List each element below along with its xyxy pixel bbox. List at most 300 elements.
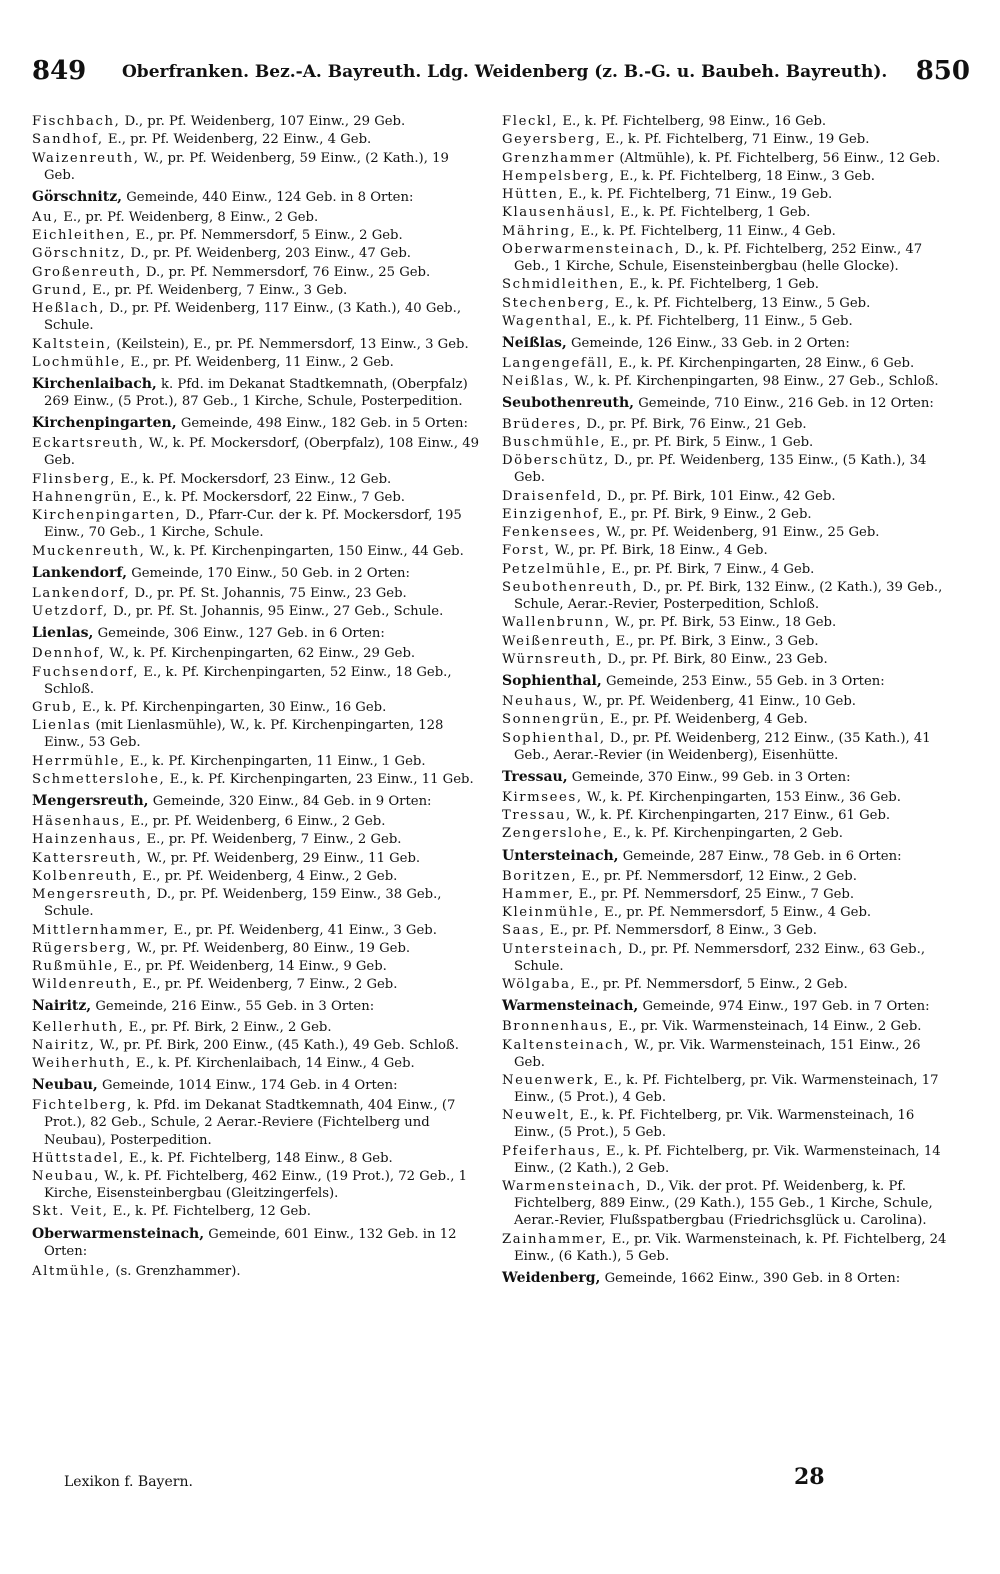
place-name: Untersteinach, xyxy=(502,847,619,864)
place-details: E., pr. Pf. Birk, 9 Einw., 2 Geb. xyxy=(608,506,812,522)
place-entry xyxy=(32,543,484,560)
place-details: Gemeinde, 370 Einw., 99 Geb. in 3 Orten: xyxy=(571,769,851,785)
place-name: Lochmühle, xyxy=(32,354,127,370)
place-name: Seubothenreuth, xyxy=(502,395,635,412)
place-name: Dennhof, xyxy=(32,646,106,662)
place-name: Buschmühle, xyxy=(502,434,607,450)
place-details: Gemeinde, 170 Einw., 50 Geb. in 2 Orten: xyxy=(131,565,410,581)
place-details: E., pr. Pf. Weidenberg, 11 Einw., 2 Geb. xyxy=(130,354,394,370)
place-details: E., k. Pf. Fichtelberg, 13 Einw., 5 Geb. xyxy=(614,295,871,311)
place-entry xyxy=(502,168,952,185)
place-details: D., pr. Pf. Weidenberg, 159 Einw., 38 Geb., Schule. xyxy=(44,887,442,920)
place-entry xyxy=(502,1018,952,1035)
place-details: k. Pfd. im Dekanat Stadtkemnath, 404 Einw., (7 Prot.), 82 Geb., Schule, 2 Aerar.-Reviere (Fichtelberg und Neubau), Posterpedition. xyxy=(44,1098,456,1148)
place-entry xyxy=(32,1263,484,1280)
place-details: D., pr. Pf. Birk, 76 Einw., 21 Geb. xyxy=(586,416,807,432)
municipality-heading xyxy=(32,1226,484,1260)
place-entry xyxy=(32,1168,484,1202)
municipality-heading xyxy=(502,998,952,1015)
place-details: E., pr. Pf. Weidenberg, 41 Einw., 3 Geb. xyxy=(173,922,437,938)
place-name: Oberwarmensteinach, xyxy=(32,1225,205,1242)
place-entry xyxy=(32,245,484,262)
place-entry xyxy=(502,204,952,221)
place-details: Gemeinde, 320 Einw., 84 Geb. in 9 Orten: xyxy=(152,793,432,809)
place-entry xyxy=(502,886,952,903)
place-entry xyxy=(32,1150,484,1167)
municipality-heading xyxy=(32,415,484,432)
place-details: D., pr. Pf. Weidenberg, 135 Einw., (5 Kath.), 34 Geb. xyxy=(514,453,927,486)
place-entry xyxy=(32,603,484,620)
place-details: E., k. Pf. Kirchenlaibach, 14 Einw., 4 Geb. xyxy=(135,1056,415,1072)
place-name: Grund, xyxy=(32,282,89,298)
place-details: E., pr. Pf. Weidenberg, 7 Einw., 2 Geb. xyxy=(142,977,398,993)
place-entry xyxy=(502,1072,952,1106)
place-details: D., pr. Pf. Nemmersdorf, 232 Einw., 63 Geb., Schule. xyxy=(514,941,926,974)
place-name: Untersteinach, xyxy=(502,941,624,957)
place-details: E., k. Pf. Fichtelberg, 11 Einw., 4 Geb. xyxy=(580,223,836,239)
place-entry xyxy=(32,585,484,602)
place-name: Tressau, xyxy=(502,808,572,824)
place-name: Warmensteinach, xyxy=(502,998,639,1015)
place-entry xyxy=(502,113,952,130)
place-name: Fuchsendorf, xyxy=(32,664,140,680)
place-name: Würnsreuth, xyxy=(502,651,604,667)
place-details: E., k. Pf. Fichtelberg, 98 Einw., 16 Geb. xyxy=(562,114,827,129)
place-entry xyxy=(32,831,484,848)
place-name: Oberwarmensteinach, xyxy=(502,241,681,257)
place-name: Nairitz, xyxy=(32,998,92,1015)
place-entry xyxy=(502,295,952,312)
place-name: Eckartsreuth, xyxy=(32,436,145,452)
place-name: Mittlernhammer, xyxy=(32,922,170,938)
place-details: k. Pfd. im Dekanat Stadtkemnath, (Oberpfalz) 269 Einw., (5 Prot.), 87 Geb., 1 Kirche, Schule, Posterpedition. xyxy=(44,377,468,410)
place-entry xyxy=(32,850,484,867)
place-name: Wölgaba, xyxy=(502,977,577,993)
place-name: Brüderes, xyxy=(502,416,583,432)
place-entry xyxy=(32,664,484,698)
place-name: Hammer, xyxy=(502,886,575,902)
place-entry xyxy=(502,355,952,372)
place-name: Lankendorf, xyxy=(32,585,131,601)
place-name: Hahnengrün, xyxy=(32,489,139,505)
place-details: E., k. Pf. Kirchenpingarten, 52 Einw., 18 Geb., Schloß. xyxy=(44,664,452,697)
place-name: Mengersreuth, xyxy=(32,887,153,903)
place-details: D., pr. Pf. Birk, 101 Einw., 42 Geb. xyxy=(606,488,836,504)
place-details: E., pr. Vik. Warmensteinach, k. Pf. Fichtelberg, 24 Einw., (6 Kath.), 5 Geb. xyxy=(514,1231,947,1264)
place-entry xyxy=(502,579,952,613)
place-entry xyxy=(32,300,484,334)
place-entry xyxy=(502,506,952,523)
place-name: Rußmühle, xyxy=(32,959,120,975)
place-name: Sophienthal, xyxy=(502,730,606,746)
place-name: Neuenwerk, xyxy=(502,1072,600,1088)
place-name: Kattersreuth, xyxy=(32,850,143,866)
place-entry xyxy=(502,651,952,668)
place-details: (Keilstein), E., pr. Pf. Nemmersdorf, 13 Einw., 3 Geb. xyxy=(116,336,469,352)
place-details: Gemeinde, 710 Einw., 216 Geb. in 12 Orten: xyxy=(638,396,934,412)
place-entry xyxy=(502,633,952,650)
place-name: Mähring, xyxy=(502,223,577,239)
place-name: Zengerslohe, xyxy=(502,826,609,842)
place-details: W., k. Pf. Kirchenpingarten, 62 Einw., 29 Geb. xyxy=(109,646,416,662)
place-name: Herrmühle, xyxy=(32,753,126,769)
municipality-heading xyxy=(32,376,484,410)
place-entry xyxy=(32,771,484,788)
place-details: E., k. Pf. Kirchenpingarten, 2 Geb. xyxy=(612,826,843,842)
place-details: E., k. Pf. Fichtelberg, 11 Einw., 5 Geb. xyxy=(597,313,853,329)
place-name: Görschnitz, xyxy=(32,188,123,205)
place-details: W., k. Pf. Kirchenpingarten, 150 Einw., 44 Geb. xyxy=(149,543,464,559)
place-name: Skt. Veit, xyxy=(32,1204,109,1220)
place-entry xyxy=(502,730,952,764)
footer-sheet-number: 28 xyxy=(794,1464,825,1490)
place-details: E., k. Pf. Kirchenpingarten, 28 Einw., 6 Geb. xyxy=(618,356,915,372)
place-details: Gemeinde, 498 Einw., 182 Geb. in 5 Orten: xyxy=(180,416,468,432)
right-column xyxy=(502,113,952,1290)
place-details: E., k. Pf. Fichtelberg, 71 Einw., 19 Geb. xyxy=(568,187,833,203)
place-entry xyxy=(502,693,952,710)
place-name: Kirchenlaibach, xyxy=(32,376,157,392)
place-entry xyxy=(32,264,484,281)
place-details: Gemeinde, 974 Einw., 197 Geb. in 7 Orten: xyxy=(642,999,930,1015)
place-details: D., pr. Pf. St. Johannis, 75 Einw., 23 Geb. xyxy=(134,585,407,601)
place-name: Stechenberg, xyxy=(502,295,611,311)
place-details: E., pr. Pf. Birk, 2 Einw., 2 Geb. xyxy=(128,1019,332,1035)
place-name: Boritzen, xyxy=(502,868,578,884)
place-name: Mengersreuth, xyxy=(32,792,149,809)
place-details: E., k. Pf. Mockersdorf, 23 Einw., 12 Geb. xyxy=(120,471,392,487)
place-details: E., k. Pf. Fichtelberg, pr. Vik. Warmensteinach, 16 Einw., (5 Prot.), 5 Geb. xyxy=(514,1108,915,1141)
place-details: Gemeinde, 440 Einw., 124 Geb. in 8 Orten: xyxy=(126,189,414,205)
place-entry xyxy=(32,868,484,885)
place-details: W., pr. Pf. Weidenberg, 59 Einw., (2 Kath.), 19 Geb. xyxy=(44,150,449,183)
place-entry xyxy=(502,904,952,921)
place-entry xyxy=(32,886,484,920)
place-details: W., pr. Pf. Birk, 18 Einw., 4 Geb. xyxy=(554,543,768,559)
place-entry xyxy=(32,209,484,226)
footer-signature: Lexikon f. Bayern. xyxy=(64,1474,193,1490)
place-name: Neubau, xyxy=(32,1169,101,1185)
place-name: Großenreuth, xyxy=(32,264,142,280)
place-name: Nairitz, xyxy=(32,1037,96,1053)
place-details: Gemeinde, 253 Einw., 55 Geb. in 3 Orten: xyxy=(605,673,885,689)
place-entry xyxy=(502,1178,952,1229)
place-entry xyxy=(32,131,484,148)
place-name: Kirmsees, xyxy=(502,789,583,805)
place-entry xyxy=(32,958,484,975)
place-name: Muckenreuth, xyxy=(32,543,146,559)
place-name: Warmensteinach, xyxy=(502,1179,642,1195)
running-title: Oberfranken. Bez.-A. Bayreuth. Ldg. Weidenberg (z. B.-G. u. Baubeh. Bayreuth). xyxy=(122,62,888,82)
place-name: Eichleithen, xyxy=(32,228,132,244)
place-name: Kirchenpingarten, xyxy=(32,415,177,432)
place-name: Schmetterslohe, xyxy=(32,771,166,787)
place-details: E., k. Pf. Kirchenpingarten, 30 Einw., 16 Geb. xyxy=(82,699,387,715)
place-details: E., k. Pf. Fichtelberg, pr. Vik. Warmensteinach, 17 Einw., (5 Prot.), 4 Geb. xyxy=(514,1072,939,1106)
place-name: Weißenreuth, xyxy=(502,633,612,649)
place-name: Grenzhammer xyxy=(502,150,616,166)
place-name: Kirchenpingarten, xyxy=(32,508,182,524)
place-name: Kolbenreuth, xyxy=(32,868,139,884)
place-entry xyxy=(32,645,484,662)
place-details: D., pr. Pf. Weidenberg, 203 Einw., 47 Geb. xyxy=(130,246,411,262)
place-details: (s. Grenzhammer). xyxy=(115,1263,241,1279)
municipality-heading xyxy=(502,335,952,352)
municipality-heading xyxy=(502,395,952,412)
place-name: Sophienthal, xyxy=(502,672,602,689)
place-details: W., k. Pf. Kirchenpingarten, 153 Einw., 36 Geb. xyxy=(586,789,901,805)
place-entry xyxy=(32,699,484,716)
place-entry xyxy=(502,131,952,148)
place-name: Neuwelt, xyxy=(502,1108,576,1124)
place-name: Bronnenhaus, xyxy=(502,1019,615,1035)
place-entry xyxy=(502,561,952,578)
place-details: E., pr. Pf. Weidenberg, 14 Einw., 9 Geb. xyxy=(123,959,387,975)
place-details: Gemeinde, 1014 Einw., 174 Geb. in 4 Orten: xyxy=(102,1078,398,1094)
place-name: Saas, xyxy=(502,923,546,939)
place-details: E., k. Pf. Fichtelberg, 148 Einw., 8 Geb. xyxy=(128,1150,393,1166)
place-details: (Altmühle), k. Pf. Fichtelberg, 56 Einw., 12 Geb. xyxy=(619,150,941,166)
place-name: Einzigenhof, xyxy=(502,506,605,522)
place-entry xyxy=(32,227,484,244)
place-entry xyxy=(32,922,484,939)
place-entry xyxy=(32,940,484,957)
place-name: Fleckl, xyxy=(502,114,559,129)
place-entry xyxy=(502,1037,952,1071)
place-name: Seubothenreuth, xyxy=(502,579,639,595)
place-entry xyxy=(32,282,484,299)
place-entry xyxy=(502,542,952,559)
place-name: Fichtelberg, xyxy=(32,1098,133,1114)
place-details: D., pr. Pf. Nemmersdorf, 76 Einw., 25 Geb. xyxy=(145,264,431,280)
place-details: E., k. Pf. Kirchenpingarten, 11 Einw., 1 Geb. xyxy=(129,753,426,769)
place-name: Tressau, xyxy=(502,768,568,785)
place-name: Weiherhuth, xyxy=(32,1056,132,1072)
place-entry xyxy=(502,1231,952,1265)
place-entry xyxy=(32,435,484,469)
place-details: Gemeinde, 1662 Einw., 390 Geb. in 8 Orten: xyxy=(604,1270,901,1286)
place-details: E., pr. Pf. Birk, 7 Einw., 4 Geb. xyxy=(611,561,815,577)
place-entry xyxy=(32,1019,484,1036)
place-details: E., k. Pf. Fichtelberg, 1 Geb. xyxy=(629,277,819,293)
place-name: Fischbach, xyxy=(32,114,121,129)
place-name: Lienlas xyxy=(32,718,92,734)
place-name: Au, xyxy=(32,209,60,225)
place-name: Waizenreuth, xyxy=(32,150,140,166)
place-entry xyxy=(32,753,484,770)
place-entry xyxy=(502,241,952,275)
place-entry xyxy=(32,813,484,830)
place-details: E., k. Pf. Fichtelberg, 18 Einw., 3 Geb. xyxy=(619,168,875,184)
place-name: Lankendorf, xyxy=(32,564,127,581)
place-details: E., pr. Pf. Weidenberg, 4 Einw., 2 Geb. xyxy=(142,868,398,884)
place-name: Rügersberg, xyxy=(32,940,133,956)
place-entry xyxy=(502,868,952,885)
place-details: E., k. Pf. Fichtelberg, 71 Einw., 19 Geb. xyxy=(605,132,870,148)
place-details: D., pr. Pf. Weidenberg, 117 Einw., (3 Kath.), 40 Geb., Schule. xyxy=(44,301,462,334)
place-entry xyxy=(502,488,952,505)
place-entry xyxy=(502,373,952,390)
place-details: E., pr. Pf. Weidenberg, 7 Einw., 2 Geb. xyxy=(146,832,402,848)
place-details: E., k. Pf. Fichtelberg, 1 Geb. xyxy=(620,205,811,221)
place-details: E., pr. Vik. Warmensteinach, 14 Einw., 2 Geb. xyxy=(618,1019,922,1035)
place-entry xyxy=(32,507,484,541)
place-entry xyxy=(502,452,952,486)
municipality-heading xyxy=(32,189,484,206)
place-entry xyxy=(502,941,952,975)
municipality-heading xyxy=(32,1077,484,1094)
place-details: E., k. Pf. Mockersdorf, 22 Einw., 7 Geb. xyxy=(142,489,405,505)
place-details: E., pr. Pf. Nemmersdorf, 25 Einw., 7 Geb. xyxy=(578,886,855,902)
place-name: Lienlas, xyxy=(32,625,94,642)
page-header xyxy=(32,56,970,96)
place-entry xyxy=(32,336,484,353)
place-entry xyxy=(502,825,952,842)
place-details: W., pr. Pf. Weidenberg, 80 Einw., 19 Geb. xyxy=(136,940,411,956)
place-name: Neißlas, xyxy=(502,335,567,351)
municipality-heading xyxy=(502,848,952,865)
place-entry xyxy=(502,223,952,240)
place-entry xyxy=(502,614,952,631)
place-details: E., pr. Pf. Birk, 3 Einw., 3 Geb. xyxy=(615,633,819,649)
place-entry xyxy=(32,150,484,184)
place-name: Langengefäll, xyxy=(502,356,615,372)
place-name: Zainhammer, xyxy=(502,1231,608,1247)
place-name: Neuhaus, xyxy=(502,694,579,710)
place-details: E., k. Pf. Kirchenpingarten, 23 Einw., 11 Geb. xyxy=(169,771,474,787)
place-details: (mit Lienlasmühle), W., k. Pf. Kirchenpingarten, 128 Einw., 53 Geb. xyxy=(44,718,444,751)
place-details: E., pr. Pf. Weidenberg, 6 Einw., 2 Geb. xyxy=(130,814,386,830)
place-name: Hempelsberg, xyxy=(502,168,616,184)
place-name: Kaltstein, xyxy=(32,336,113,352)
place-details: E., pr. Pf. Weidenberg, 7 Einw., 3 Geb. xyxy=(92,282,348,298)
page-number-right: 850 xyxy=(915,56,970,86)
place-entry xyxy=(32,1203,484,1220)
place-entry xyxy=(502,150,952,167)
municipality-heading xyxy=(502,1270,952,1287)
page-number-left: 849 xyxy=(32,56,87,86)
place-name: Wildenreuth, xyxy=(32,977,139,993)
place-details: W., k. Pf. Fichtelberg, 462 Einw., (19 Prot.), 72 Geb., 1 Kirche, Eisensteinbergbau (Gleitzingerfels). xyxy=(44,1169,468,1202)
place-name: Grub, xyxy=(32,699,78,715)
place-entry xyxy=(32,1097,484,1148)
municipality-heading xyxy=(32,793,484,810)
place-details: W., pr. Pf. Birk, 53 Einw., 18 Geb. xyxy=(614,615,837,631)
place-entry xyxy=(32,489,484,506)
place-entry xyxy=(32,717,484,751)
place-name: Wallenbrunn, xyxy=(502,615,611,631)
place-name: Sonnengrün, xyxy=(502,712,606,728)
place-details: Gemeinde, 306 Einw., 127 Geb. in 6 Orten: xyxy=(97,626,385,642)
place-name: Forst, xyxy=(502,543,551,559)
place-details: E., pr. Pf. Birk, 5 Einw., 1 Geb. xyxy=(610,434,814,450)
place-name: Petzelmühle, xyxy=(502,561,608,577)
place-details: D., pr. Pf. Birk, 80 Einw., 23 Geb. xyxy=(607,651,828,667)
place-name: Hainzenhaus, xyxy=(32,832,143,848)
place-name: Flinsberg, xyxy=(32,471,117,487)
place-details: W., k. Pf. Kirchenpingarten, 217 Einw., 61 Geb. xyxy=(576,808,891,824)
place-details: W., pr. Pf. Weidenberg, 91 Einw., 25 Geb. xyxy=(606,525,880,541)
place-name: Kleinmühle, xyxy=(502,905,600,921)
place-entry xyxy=(502,434,952,451)
place-name: Klausenhäusl, xyxy=(502,205,617,221)
place-name: Wagenthal, xyxy=(502,313,594,329)
municipality-heading xyxy=(32,565,484,582)
place-details: D., Pfarr-Cur. der k. Pf. Mockersdorf, 195 Einw., 70 Geb., 1 Kirche, Schule. xyxy=(44,508,462,541)
place-entry xyxy=(502,976,952,993)
place-entry xyxy=(502,416,952,433)
place-name: Draisenfeld, xyxy=(502,488,603,504)
place-details: E., pr. Pf. Nemmersdorf, 5 Einw., 2 Geb. xyxy=(580,977,848,993)
place-details: Gemeinde, 216 Einw., 55 Geb. in 3 Orten: xyxy=(95,999,375,1015)
municipality-heading xyxy=(502,673,952,690)
place-details: D., pr. Pf. Birk, 132 Einw., (2 Kath.), 39 Geb., Schule, Aerar.-Revier, Posterpedition, Schloß. xyxy=(514,579,943,612)
place-details: E., pr. Pf. Nemmersdorf, 5 Einw., 4 Geb. xyxy=(604,905,872,921)
place-details: W., k. Pf. Kirchenpingarten, 98 Einw., 27 Geb., Schloß. xyxy=(574,374,939,390)
place-name: Kellerhuth, xyxy=(32,1019,125,1035)
place-entry xyxy=(32,1037,484,1054)
place-details: D., pr. Pf. Weidenberg, 212 Einw., (35 Kath.), 41 Geb., Aerar.-Revier (in Weidenberg), Eisenhütte. xyxy=(514,730,931,763)
place-details: D., k. Pf. Fichtelberg, 252 Einw., 47 Geb., 1 Kirche, Schule, Eisensteinbergbau (helle Glocke). xyxy=(514,241,923,275)
place-entry xyxy=(32,976,484,993)
place-name: Hütten, xyxy=(502,187,565,203)
place-name: Neißlas, xyxy=(502,374,571,390)
place-details: E., pr. Pf. Weidenberg, 4 Geb. xyxy=(610,712,808,728)
municipality-heading xyxy=(502,769,952,786)
place-details: W., pr. Pf. Weidenberg, 41 Einw., 10 Geb. xyxy=(582,694,856,710)
left-column xyxy=(32,113,484,1281)
place-name: Schmidleithen, xyxy=(502,277,625,293)
place-details: E., pr. Pf. Weidenberg, 22 Einw., 4 Geb. xyxy=(107,132,372,148)
place-entry xyxy=(502,807,952,824)
place-entry xyxy=(32,354,484,371)
place-name: Döberschütz, xyxy=(502,453,610,469)
place-entry xyxy=(502,524,952,541)
municipality-heading xyxy=(32,998,484,1015)
place-name: Görschnitz, xyxy=(32,246,127,262)
place-entry xyxy=(32,1055,484,1072)
place-name: Sandhof, xyxy=(32,132,104,148)
place-details: D., Vik. der prot. Pf. Weidenberg, k. Pf. Fichtelberg, 889 Einw., (29 Kath.), 155 Geb., 1 Kirche, Schule, Aerar.-Revier, Flußspatbergbau (Friedrichsglück u. Carolina). xyxy=(514,1179,933,1229)
place-name: Fenkensees, xyxy=(502,525,602,541)
municipality-heading xyxy=(32,625,484,642)
place-name: Weidenberg, xyxy=(502,1269,601,1286)
place-entry xyxy=(32,471,484,488)
place-details: D., pr. Pf. Weidenberg, 107 Einw., 29 Geb. xyxy=(124,114,406,129)
place-entry xyxy=(502,789,952,806)
place-entry xyxy=(502,711,952,728)
place-name: Häsenhaus, xyxy=(32,814,127,830)
place-details: E., pr. Pf. Nemmersdorf, 12 Einw., 2 Geb. xyxy=(581,868,857,884)
place-details: D., pr. Pf. St. Johannis, 95 Einw., 27 Geb., Schule. xyxy=(113,604,444,620)
place-details: Gemeinde, 287 Einw., 78 Geb. in 6 Orten: xyxy=(622,848,902,864)
place-details: W., pr. Vik. Warmensteinach, 151 Einw., 26 Geb. xyxy=(514,1037,921,1070)
place-entry xyxy=(502,922,952,939)
place-name: Altmühle, xyxy=(32,1263,112,1279)
place-entry xyxy=(502,276,952,293)
place-details: E., k. Pf. Fichtelberg, 12 Geb. xyxy=(112,1204,311,1220)
place-entry xyxy=(502,1143,952,1177)
place-name: Geyersberg, xyxy=(502,132,602,148)
place-name: Hüttstadel, xyxy=(32,1150,125,1166)
place-details: E., k. Pf. Fichtelberg, pr. Vik. Warmensteinach, 14 Einw., (2 Kath.), 2 Geb. xyxy=(514,1143,941,1176)
place-details: W., pr. Pf. Weidenberg, 29 Einw., 11 Geb. xyxy=(146,850,421,866)
place-details: Gemeinde, 601 Einw., 132 Geb. in 12 Orten: xyxy=(44,1226,457,1259)
place-entry xyxy=(502,1107,952,1141)
place-name: Heßlach, xyxy=(32,301,106,317)
place-entry xyxy=(32,113,484,130)
place-name: Pfeiferhaus, xyxy=(502,1143,602,1159)
